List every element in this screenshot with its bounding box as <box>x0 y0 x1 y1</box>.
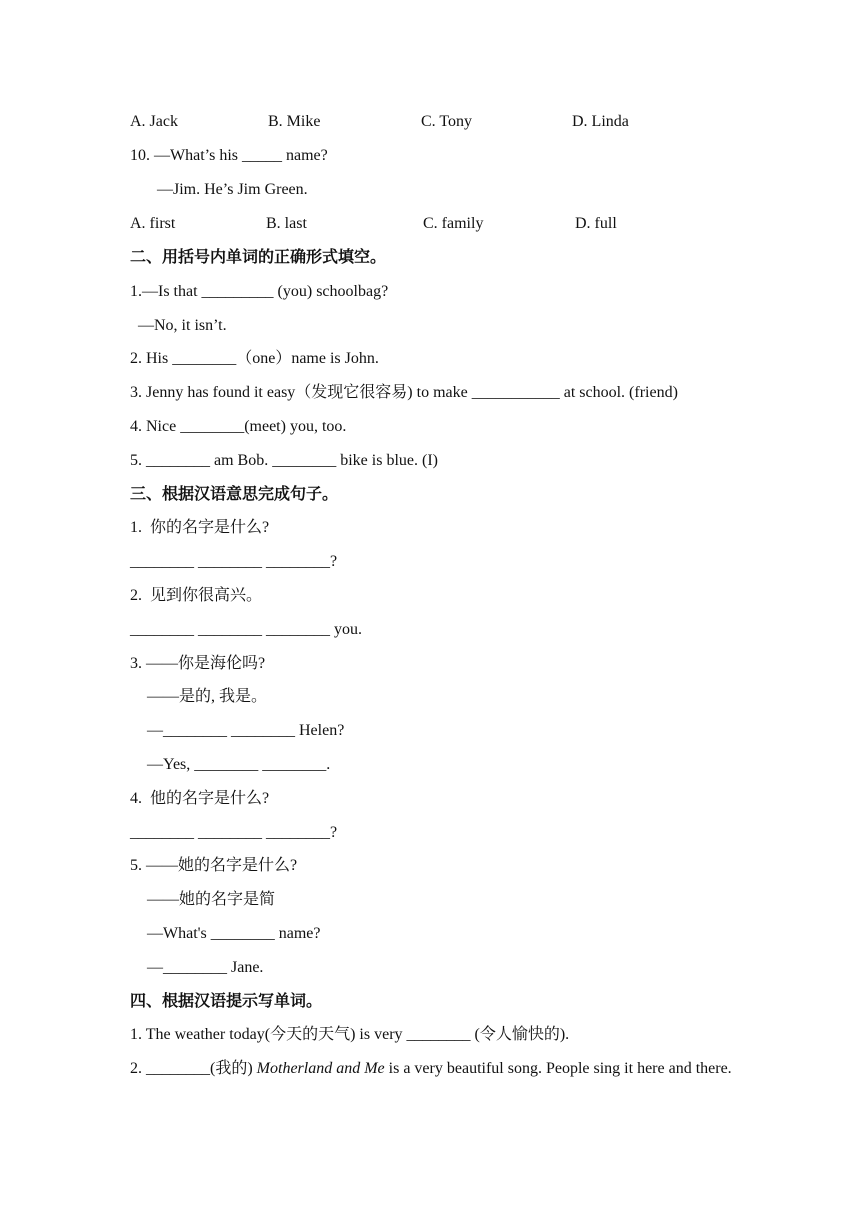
section3-item: ——是的, 我是。 <box>147 688 268 705</box>
section3-item: ——她的名字是简 <box>147 891 276 908</box>
section4-item-2-prefix: 2. ________(我的) <box>130 1060 257 1077</box>
section3-item: ________ ________ ________? <box>130 824 338 841</box>
section3-item: —________ ________ Helen? <box>147 722 345 739</box>
song-title: Motherland and Me <box>256 1060 385 1077</box>
q10-option-d: D. full <box>575 215 617 232</box>
q10-question: 10. —What’s his _____ name? <box>130 147 328 164</box>
q10-option-a: A. first <box>130 215 176 232</box>
q9-option-a: A. Jack <box>130 113 178 130</box>
q10-answer: —Jim. He’s Jim Green. <box>157 181 308 198</box>
section3-item: 1. 你的名字是什么? <box>130 519 270 536</box>
section3-item: 2. 见到你很高兴。 <box>130 587 263 604</box>
q9-option-b: B. Mike <box>268 113 321 130</box>
section2-item: 1.—Is that _________ (you) schoolbag? <box>130 283 389 300</box>
section2-item: 4. Nice ________(meet) you, too. <box>130 418 347 435</box>
q9-option-c: C. Tony <box>421 113 473 130</box>
section2-item: 3. Jenny has found it easy（发现它很容易) to make ___________ at school. (friend) <box>130 384 678 401</box>
section3-item: 5. ——她的名字是什么? <box>130 857 298 874</box>
section4-item-2-suffix: is a very beautiful song. People sing it here and there. <box>384 1060 732 1077</box>
section2-item: —No, it isn’t. <box>138 317 227 334</box>
section3-item: —Yes, ________ ________. <box>147 756 331 773</box>
section3-item: —________ Jane. <box>147 959 264 976</box>
section2-item: 5. ________ am Bob. ________ bike is blue. (I) <box>130 452 438 469</box>
q10-option-b: B. last <box>266 215 307 232</box>
section4-heading: 四、根据汉语提示写单词。 <box>130 993 323 1010</box>
section2-item: 2. His ________（one）name is John. <box>130 350 379 367</box>
section3-item: —What's ________ name? <box>147 925 321 942</box>
section4-item-2 <box>130 1052 732 1086</box>
section3-item: 4. 他的名字是什么? <box>130 790 270 807</box>
q9-option-d: D. Linda <box>572 113 629 130</box>
section3-heading: 三、根据汉语意思完成句子。 <box>130 486 339 503</box>
section3-item: ________ ________ ________ you. <box>130 621 362 638</box>
section3-item: ________ ________ ________? <box>130 553 338 570</box>
q10-option-c: C. family <box>423 215 484 232</box>
section3-item: 3. ——你是海伦吗? <box>130 655 266 672</box>
section4-item-1: 1. The weather today(今天的天气) is very ________ (令人愉快的). <box>130 1026 570 1043</box>
section2-heading: 二、用括号内单词的正确形式填空。 <box>130 249 387 266</box>
